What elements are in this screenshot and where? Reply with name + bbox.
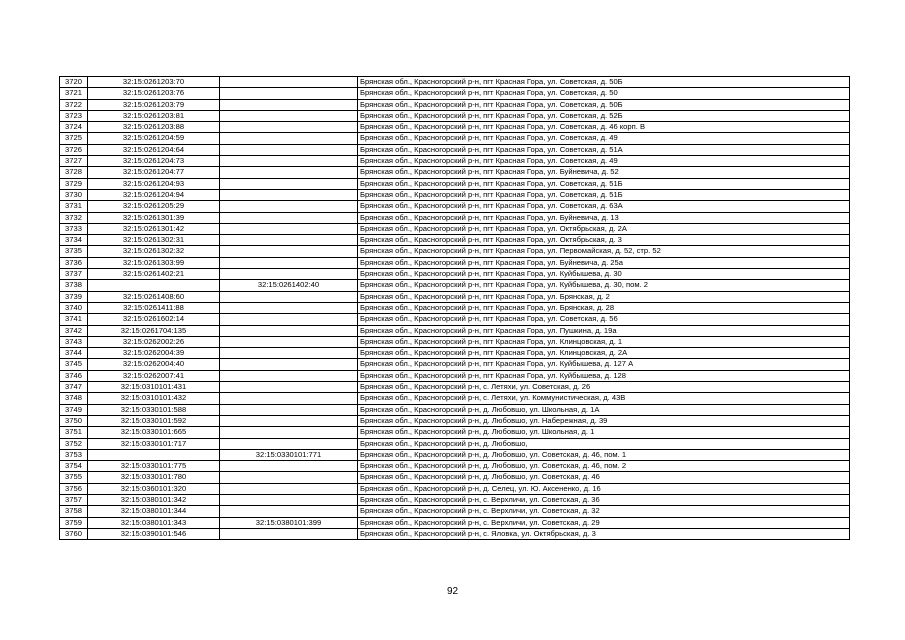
table-row: [60, 133, 850, 144]
address-cell: Брянская обл., Красногорский р-н, д. Любовшо, ул. Школьная, д. 1А: [358, 404, 850, 415]
address-cell: Брянская обл., Красногорский р-н, пгт Красная Гора, ул. Советская, д. 52Б: [358, 110, 850, 121]
address-cell: Брянская обл., Красногорский р-н, пгт Красная Гора, ул. Октябрьская, д. 2А: [358, 223, 850, 234]
table-row: [60, 269, 850, 280]
cadastral-number-cell: 32:15:0261301:39: [88, 212, 220, 223]
registry-table-body: [60, 77, 850, 540]
address-cell: Брянская обл., Красногорский р-н, пгт Красная Гора, ул. Куйбышева, д. 30: [358, 269, 850, 280]
cadastral-number-cell: 32:15:0261303:99: [88, 257, 220, 268]
cadastral-number-cell: 32:15:0330101:780: [88, 472, 220, 483]
related-cadastral-number-cell: [220, 269, 358, 280]
row-number-cell: 3721: [60, 88, 88, 99]
related-cadastral-number-cell: [220, 427, 358, 438]
cadastral-number-cell: 32:15:0330101:588: [88, 404, 220, 415]
related-cadastral-number-cell: [220, 336, 358, 347]
cadastral-number-cell: 32:15:0261203:81: [88, 110, 220, 121]
row-number-cell: 3732: [60, 212, 88, 223]
row-number-cell: 3748: [60, 393, 88, 404]
cadastral-number-cell: 32:15:0261203:70: [88, 77, 220, 88]
related-cadastral-number-cell: [220, 144, 358, 155]
cadastral-number-cell: 32:15:0390101:546: [88, 528, 220, 539]
row-number-cell: 3744: [60, 348, 88, 359]
address-cell: Брянская обл., Красногорский р-н, д. Любовшо, ул. Советская, д. 46, пом. 1: [358, 449, 850, 460]
address-cell: Брянская обл., Красногорский р-н, д. Любовшо, ул. Советская, д. 46: [358, 472, 850, 483]
cadastral-number-cell: 32:15:0261402:21: [88, 269, 220, 280]
row-number-cell: 3760: [60, 528, 88, 539]
address-cell: Брянская обл., Красногорский р-н, пгт Красная Гора, ул. Клинцовская, д. 2А: [358, 348, 850, 359]
related-cadastral-number-cell: [220, 201, 358, 212]
address-cell: Брянская обл., Красногорский р-н, пгт Красная Гора, ул. Советская, д. 63А: [358, 201, 850, 212]
table-row: [60, 472, 850, 483]
cadastral-number-cell: 32:15:0261204:77: [88, 167, 220, 178]
row-number-cell: 3756: [60, 483, 88, 494]
related-cadastral-number-cell: [220, 291, 358, 302]
related-cadastral-number-cell: [220, 494, 358, 505]
cadastral-number-cell: 32:15:0261302:32: [88, 246, 220, 257]
related-cadastral-number-cell: [220, 506, 358, 517]
row-number-cell: 3731: [60, 201, 88, 212]
address-cell: Брянская обл., Красногорский р-н, с. Летяхи, ул. Коммунистическая, д. 43В: [358, 393, 850, 404]
row-number-cell: 3752: [60, 438, 88, 449]
row-number-cell: 3720: [60, 77, 88, 88]
table-row: [60, 483, 850, 494]
table-row: [60, 212, 850, 223]
related-cadastral-number-cell: [220, 302, 358, 313]
cadastral-number-cell: 32:15:0261204:59: [88, 133, 220, 144]
cadastral-number-cell: 32:15:0261204:94: [88, 189, 220, 200]
row-number-cell: 3750: [60, 415, 88, 426]
address-cell: Брянская обл., Красногорский р-н, пгт Красная Гора, ул. Брянская, д. 2: [358, 291, 850, 302]
row-number-cell: 3730: [60, 189, 88, 200]
address-cell: Брянская обл., Красногорский р-н, пгт Красная Гора, ул. Советская, д. 49: [358, 133, 850, 144]
table-row: [60, 223, 850, 234]
related-cadastral-number-cell: 32:15:0380101:399: [220, 517, 358, 528]
row-number-cell: 3738: [60, 280, 88, 291]
related-cadastral-number-cell: [220, 223, 358, 234]
table-row: [60, 449, 850, 460]
related-cadastral-number-cell: [220, 99, 358, 110]
table-row: [60, 156, 850, 167]
address-cell: Брянская обл., Красногорский р-н, д. Любовшо, ул. Школьная, д. 1: [358, 427, 850, 438]
row-number-cell: 3755: [60, 472, 88, 483]
table-row: [60, 235, 850, 246]
row-number-cell: 3726: [60, 144, 88, 155]
registry-table: [59, 76, 850, 540]
related-cadastral-number-cell: [220, 415, 358, 426]
table-row: [60, 370, 850, 381]
related-cadastral-number-cell: [220, 110, 358, 121]
table-row: [60, 494, 850, 505]
address-cell: Брянская обл., Красногорский р-н, д. Любовшо, ул. Набережная, д. 39: [358, 415, 850, 426]
address-cell: Брянская обл., Красногорский р-н, пгт Красная Гора, ул. Советская, д. 50Б: [358, 77, 850, 88]
row-number-cell: 3722: [60, 99, 88, 110]
table-row: [60, 348, 850, 359]
row-number-cell: 3724: [60, 122, 88, 133]
cadastral-number-cell: 32:15:0261205:29: [88, 201, 220, 212]
address-cell: Брянская обл., Красногорский р-н, пгт Красная Гора, ул. Первомайская, д. 52, стр. 52: [358, 246, 850, 257]
related-cadastral-number-cell: [220, 528, 358, 539]
row-number-cell: 3742: [60, 325, 88, 336]
address-cell: Брянская обл., Красногорский р-н, пгт Красная Гора, ул. Советская, д. 50: [358, 88, 850, 99]
row-number-cell: 3745: [60, 359, 88, 370]
related-cadastral-number-cell: [220, 325, 358, 336]
address-cell: Брянская обл., Красногорский р-н, пгт Красная Гора, ул. Советская, д. 56: [358, 314, 850, 325]
row-number-cell: 3749: [60, 404, 88, 415]
table-row: [60, 291, 850, 302]
table-row: [60, 280, 850, 291]
table-row: [60, 359, 850, 370]
table-row: [60, 393, 850, 404]
cadastral-number-cell: 32:15:0360101:320: [88, 483, 220, 494]
address-cell: Брянская обл., Красногорский р-н, с. Верхличи, ул. Советская, д. 36: [358, 494, 850, 505]
table-row: [60, 528, 850, 539]
table-row: [60, 314, 850, 325]
related-cadastral-number-cell: 32:15:0330101:771: [220, 449, 358, 460]
table-row: [60, 404, 850, 415]
table-row: [60, 122, 850, 133]
related-cadastral-number-cell: [220, 472, 358, 483]
row-number-cell: 3734: [60, 235, 88, 246]
table-row: [60, 336, 850, 347]
cadastral-number-cell: 32:15:0261204:73: [88, 156, 220, 167]
row-number-cell: 3753: [60, 449, 88, 460]
row-number-cell: 3725: [60, 133, 88, 144]
row-number-cell: 3741: [60, 314, 88, 325]
row-number-cell: 3723: [60, 110, 88, 121]
row-number-cell: 3729: [60, 178, 88, 189]
address-cell: Брянская обл., Красногорский р-н, пгт Красная Гора, ул. Куйбышева, д. 30, пом. 2: [358, 280, 850, 291]
related-cadastral-number-cell: [220, 122, 358, 133]
related-cadastral-number-cell: [220, 359, 358, 370]
row-number-cell: 3751: [60, 427, 88, 438]
cadastral-number-cell: 32:15:0261203:76: [88, 88, 220, 99]
cadastral-number-cell: 32:15:0261203:88: [88, 122, 220, 133]
table-row: [60, 438, 850, 449]
related-cadastral-number-cell: [220, 189, 358, 200]
cadastral-number-cell: 32:15:0261408:60: [88, 291, 220, 302]
address-cell: Брянская обл., Красногорский р-н, с. Верхличи, ул. Советская, д. 32: [358, 506, 850, 517]
page-number: 92: [446, 586, 459, 597]
row-number-cell: 3739: [60, 291, 88, 302]
row-number-cell: 3727: [60, 156, 88, 167]
address-cell: Брянская обл., Красногорский р-н, пгт Красная Гора, ул. Октябрьская, д. 3: [358, 235, 850, 246]
table-row: [60, 382, 850, 393]
row-number-cell: 3728: [60, 167, 88, 178]
related-cadastral-number-cell: [220, 167, 358, 178]
table-row: [60, 325, 850, 336]
cadastral-number-cell: 32:15:0261301:42: [88, 223, 220, 234]
related-cadastral-number-cell: [220, 382, 358, 393]
table-row: [60, 246, 850, 257]
cadastral-number-cell: 32:15:0380101:344: [88, 506, 220, 517]
row-number-cell: 3743: [60, 336, 88, 347]
related-cadastral-number-cell: [220, 370, 358, 381]
related-cadastral-number-cell: [220, 314, 358, 325]
row-number-cell: 3736: [60, 257, 88, 268]
row-number-cell: 3757: [60, 494, 88, 505]
cadastral-number-cell: 32:15:0261204:64: [88, 144, 220, 155]
related-cadastral-number-cell: [220, 88, 358, 99]
related-cadastral-number-cell: [220, 348, 358, 359]
address-cell: Брянская обл., Красногорский р-н, пгт Красная Гора, ул. Буйневича, д. 52: [358, 167, 850, 178]
cadastral-number-cell: 32:15:0262004:39: [88, 348, 220, 359]
address-cell: Брянская обл., Красногорский р-н, д. Селец, ул. Ю. Аксененко, д. 16: [358, 483, 850, 494]
cadastral-number-cell: 32:15:0330101:775: [88, 461, 220, 472]
address-cell: Брянская обл., Красногорский р-н, пгт Красная Гора, ул. Советская, д. 49: [358, 156, 850, 167]
cadastral-number-cell: 32:15:0261302:31: [88, 235, 220, 246]
table-row: [60, 302, 850, 313]
cadastral-number-cell: 32:15:0310101:431: [88, 382, 220, 393]
table-row: [60, 77, 850, 88]
related-cadastral-number-cell: [220, 246, 358, 257]
table-row: [60, 517, 850, 528]
related-cadastral-number-cell: [220, 257, 358, 268]
table-row: [60, 189, 850, 200]
cadastral-number-cell: 32:15:0261411:88: [88, 302, 220, 313]
address-cell: Брянская обл., Красногорский р-н, пгт Красная Гора, ул. Клинцовская, д. 1: [358, 336, 850, 347]
row-number-cell: 3735: [60, 246, 88, 257]
cadastral-number-cell: 32:15:0261203:79: [88, 99, 220, 110]
related-cadastral-number-cell: [220, 178, 358, 189]
related-cadastral-number-cell: [220, 461, 358, 472]
address-cell: Брянская обл., Красногорский р-н, пгт Красная Гора, ул. Куйбышева, д. 128: [358, 370, 850, 381]
cadastral-number-cell: 32:15:0380101:343: [88, 517, 220, 528]
address-cell: Брянская обл., Красногорский р-н, д. Любовшо, ул. Советская, д. 46, пом. 2: [358, 461, 850, 472]
table-row: [60, 88, 850, 99]
table-row: [60, 167, 850, 178]
address-cell: Брянская обл., Красногорский р-н, пгт Красная Гора, ул. Советская, д. 50Б: [358, 99, 850, 110]
address-cell: Брянская обл., Красногорский р-н, с. Летяхи, ул. Советская, д. 26: [358, 382, 850, 393]
cadastral-number-cell: 32:15:0261204:93: [88, 178, 220, 189]
related-cadastral-number-cell: [220, 483, 358, 494]
related-cadastral-number-cell: [220, 156, 358, 167]
cadastral-number-cell: 32:15:0261704:135: [88, 325, 220, 336]
table-row: [60, 415, 850, 426]
cadastral-number-cell: 32:15:0262004:40: [88, 359, 220, 370]
table-row: [60, 110, 850, 121]
address-cell: Брянская обл., Красногорский р-н, д. Любовшо,: [358, 438, 850, 449]
related-cadastral-number-cell: [220, 133, 358, 144]
address-cell: Брянская обл., Красногорский р-н, пгт Красная Гора, ул. Куйбышева, д. 127 А: [358, 359, 850, 370]
address-cell: Брянская обл., Красногорский р-н, пгт Красная Гора, ул. Советская, д. 46 корп. В: [358, 122, 850, 133]
address-cell: Брянская обл., Красногорский р-н, пгт Красная Гора, ул. Брянская, д. 28: [358, 302, 850, 313]
cadastral-number-cell: [88, 449, 220, 460]
related-cadastral-number-cell: [220, 235, 358, 246]
table-row: [60, 201, 850, 212]
address-cell: Брянская обл., Красногорский р-н, с. Верхличи, ул. Советская, д. 29: [358, 517, 850, 528]
table-row: [60, 99, 850, 110]
table-row: [60, 506, 850, 517]
address-cell: Брянская обл., Красногорский р-н, пгт Красная Гора, ул. Буйневича, д. 13: [358, 212, 850, 223]
table-row: [60, 257, 850, 268]
table-row: [60, 144, 850, 155]
cadastral-number-cell: 32:15:0262007:41: [88, 370, 220, 381]
row-number-cell: 3759: [60, 517, 88, 528]
cadastral-number-cell: 32:15:0262002:26: [88, 336, 220, 347]
related-cadastral-number-cell: [220, 404, 358, 415]
cadastral-number-cell: 32:15:0380101:342: [88, 494, 220, 505]
row-number-cell: 3740: [60, 302, 88, 313]
related-cadastral-number-cell: [220, 438, 358, 449]
cadastral-number-cell: 32:15:0261602:14: [88, 314, 220, 325]
cadastral-number-cell: 32:15:0310101:432: [88, 393, 220, 404]
table-row: [60, 178, 850, 189]
address-cell: Брянская обл., Красногорский р-н, пгт Красная Гора, ул. Советская, д. 51А: [358, 144, 850, 155]
row-number-cell: 3733: [60, 223, 88, 234]
row-number-cell: 3747: [60, 382, 88, 393]
table-row: [60, 461, 850, 472]
row-number-cell: 3758: [60, 506, 88, 517]
row-number-cell: 3746: [60, 370, 88, 381]
address-cell: Брянская обл., Красногорский р-н, пгт Красная Гора, ул. Советская, д. 51Б: [358, 178, 850, 189]
related-cadastral-number-cell: [220, 77, 358, 88]
related-cadastral-number-cell: [220, 212, 358, 223]
row-number-cell: 3754: [60, 461, 88, 472]
table-row: [60, 427, 850, 438]
row-number-cell: 3737: [60, 269, 88, 280]
address-cell: Брянская обл., Красногорский р-н, пгт Красная Гора, ул. Буйневича, д. 25а: [358, 257, 850, 268]
address-cell: Брянская обл., Красногорский р-н, пгт Красная Гора, ул. Советская, д. 51Б: [358, 189, 850, 200]
related-cadastral-number-cell: 32:15:0261402:40: [220, 280, 358, 291]
cadastral-number-cell: 32:15:0330101:665: [88, 427, 220, 438]
cadastral-number-cell: 32:15:0330101:592: [88, 415, 220, 426]
cadastral-number-cell: [88, 280, 220, 291]
address-cell: Брянская обл., Красногорский р-н, с. Яловка, ул. Октябрьская, д. 3: [358, 528, 850, 539]
cadastral-number-cell: 32:15:0330101:717: [88, 438, 220, 449]
related-cadastral-number-cell: [220, 393, 358, 404]
address-cell: Брянская обл., Красногорский р-н, пгт Красная Гора, ул. Пушкина, д. 19а: [358, 325, 850, 336]
